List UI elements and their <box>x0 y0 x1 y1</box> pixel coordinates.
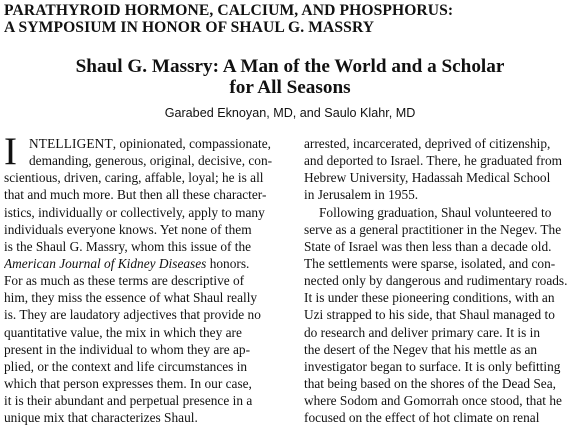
body-line: scientious, driven, caring, affable, loyal; he is all <box>4 170 264 186</box>
body-line: nected only by dangerous and rudimentary roads. <box>304 273 568 289</box>
article-title <box>20 56 560 98</box>
body-line: Following graduation, Shaul volunteered to <box>319 204 552 220</box>
body-line: is. They are laudatory adjectives that provide no <box>4 307 261 323</box>
body-line: do research and deliver primary care. It is in <box>304 324 541 340</box>
body-line: and deported to Israel. There, he graduated from <box>304 153 562 169</box>
journal-name: American Journal of Kidney Diseases <box>4 255 207 271</box>
body-line: focused on the effect of hot climate on renal <box>304 410 540 426</box>
body-line: that and much more. But then all these character- <box>4 187 267 203</box>
body-line: which that person expresses them. In our case, <box>4 375 252 391</box>
body-line: the desert of the Negev that his mettle as an <box>304 341 538 357</box>
body-line: Hebrew University, Hadassah Medical School <box>304 170 551 186</box>
body-line: present in the individual to whom they are ap- <box>4 341 251 357</box>
body-line: It is under these pioneering conditions, with an <box>304 290 555 306</box>
body-column-left <box>4 130 287 426</box>
body-line: For as much as these terms are descriptive of <box>4 273 245 289</box>
body-column-right <box>304 135 579 426</box>
body-line: demanding, generous, original, decisive, con- <box>29 153 273 169</box>
body-line: arrested, incarcerated, deprived of citizenship, <box>304 136 551 151</box>
body-line: where Sodom and Gomorrah once stood, that he <box>304 393 562 409</box>
drop-cap: I <box>4 130 17 173</box>
body-line: plied, or the context and life circumstances in <box>4 358 248 374</box>
body-line: State of Israel was then less than a decade old. <box>304 238 552 254</box>
symposium-heading-line-1: PARATHYROID HORMONE, CALCIUM, AND PHOSPHORUS: <box>4 2 454 19</box>
body-line: is the Shaul G. Massry, whom this issue of the <box>4 238 252 254</box>
article-title-line-2: for All Seasons <box>229 77 351 98</box>
body-line: unique mix that characterizes Shaul. <box>4 410 198 426</box>
body-line: individuals everyone knows. Yet none of them <box>4 221 252 237</box>
body-line: serve as a general practitioner in the Negev. The <box>304 221 562 237</box>
symposium-heading <box>4 2 574 36</box>
body-line: Uzi strapped to his side, that Shaul managed to <box>304 307 555 323</box>
article-title-line-1: Shaul G. Massry: A Man of the World and a Scholar <box>75 56 505 77</box>
body-line: him, they miss the essence of what Shaul really <box>4 290 258 306</box>
body-line: investigator began to surface. It is only befitting <box>304 358 561 374</box>
body-line <box>4 255 287 272</box>
article-authors: Garabed Eknoyan, MD, and Saulo Klahr, MD <box>164 106 416 120</box>
first-word-caps: NTELLIGENT <box>29 136 113 151</box>
body-line: it is their abundant and perpetual presence in a <box>4 393 253 409</box>
symposium-heading-line-2: A SYMPOSIUM IN HONOR OF SHAUL G. MASSRY <box>4 19 375 36</box>
body-line-text: honors. <box>206 255 250 271</box>
body-line: quantitative value, the mix in which they are <box>4 324 242 340</box>
body-line: The settlements were sparse, isolated, and con- <box>304 255 556 271</box>
body-line-text: , opinionated, compassionate, <box>112 136 272 151</box>
body-line: that being based on the shores of the Dead Sea, <box>304 375 556 391</box>
body-line: in Jerusalem in 1955. <box>304 187 419 203</box>
body-line <box>4 135 287 152</box>
body-line: istics, individually or collectively, apply to many <box>4 204 265 220</box>
